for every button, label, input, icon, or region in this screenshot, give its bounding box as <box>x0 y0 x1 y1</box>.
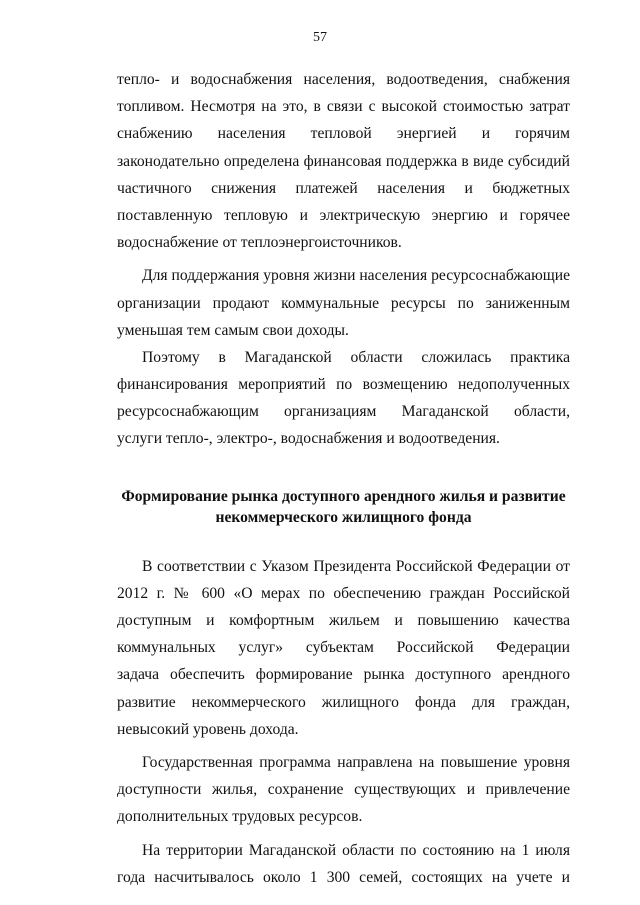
section-heading-line-2: некоммерческого жилищного фонда <box>215 508 472 526</box>
document-body <box>117 66 570 891</box>
text-line: частичного снижения платежей населения и бюджетных <box>117 179 570 197</box>
text-line: топливом. Несмотря на это, в связи с высокой стоимостью затрат <box>117 98 570 116</box>
text-line: развитие некоммерческого жилищного фонда для граждан, <box>117 693 570 711</box>
paragraph-3 <box>117 344 570 453</box>
page-number: 57 <box>313 30 327 45</box>
text-line: финансирования мероприятий по возмещению недополученных <box>117 376 570 394</box>
paragraph-4 <box>117 553 570 743</box>
section-heading-line-1: Формирование рынка доступного арендного жилья и развитие <box>121 487 566 505</box>
text-line: дополнительных трудовых ресурсов. <box>117 808 363 826</box>
paragraph-2 <box>117 262 570 344</box>
text-line: поставленную тепловую и электрическую энергию и горячее <box>117 206 570 224</box>
text-line: Государственная программа направлена на повышение уровня <box>142 753 570 771</box>
text-line: тепло- и водоснабжения населения, водоотведения, снабжения <box>117 71 570 88</box>
text-line: законодательно определена финансовая поддержка в виде субсидий <box>117 152 570 170</box>
text-line: услуги тепло-, электро-, водоснабжения и водоотведения. <box>117 430 500 448</box>
text-line: невысокий уровень дохода. <box>117 720 299 738</box>
text-line: На территории Магаданской области по состоянию на 1 июля <box>142 841 570 859</box>
text-line: доступности жилья, сохранение существующих и привлечение <box>117 781 570 799</box>
text-line: коммунальных услуг» субъектам Российской Федерации <box>117 639 570 657</box>
paragraph-5 <box>117 749 570 831</box>
text-line: Поэтому в Магаданской области сложилась практика <box>142 348 570 366</box>
text-line: водоснабжение от теплоэнергоисточников. <box>117 234 402 252</box>
text-line: 2012 г. № 600 «О мерах по обеспечению граждан Российской <box>117 584 570 602</box>
text-line: ресурсоснабжающим организациям Магаданской области, <box>117 403 570 421</box>
text-line: уменьшая тем самым свои доходы. <box>117 321 349 339</box>
paragraph-6 <box>117 837 570 891</box>
section-heading <box>117 486 570 528</box>
text-line: Для поддержания уровня жизни населения ресурсоснабжающие <box>142 267 570 285</box>
text-line: организации продают коммунальные ресурсы по заниженным <box>117 294 570 312</box>
text-line: снабжению населения тепловой энергией и горячим <box>117 125 570 143</box>
text-line: В соответствии с Указом Президента Российской Федерации от <box>142 557 570 575</box>
text-line: задача обеспечить формирование рынка доступного арендного <box>117 666 570 684</box>
text-line: доступным и комфортным жильем и повышению качества <box>117 612 570 629</box>
text-line: года насчитывалось около 1 300 семей, состоящих на учете и <box>117 868 570 886</box>
paragraph-1 <box>117 66 570 256</box>
